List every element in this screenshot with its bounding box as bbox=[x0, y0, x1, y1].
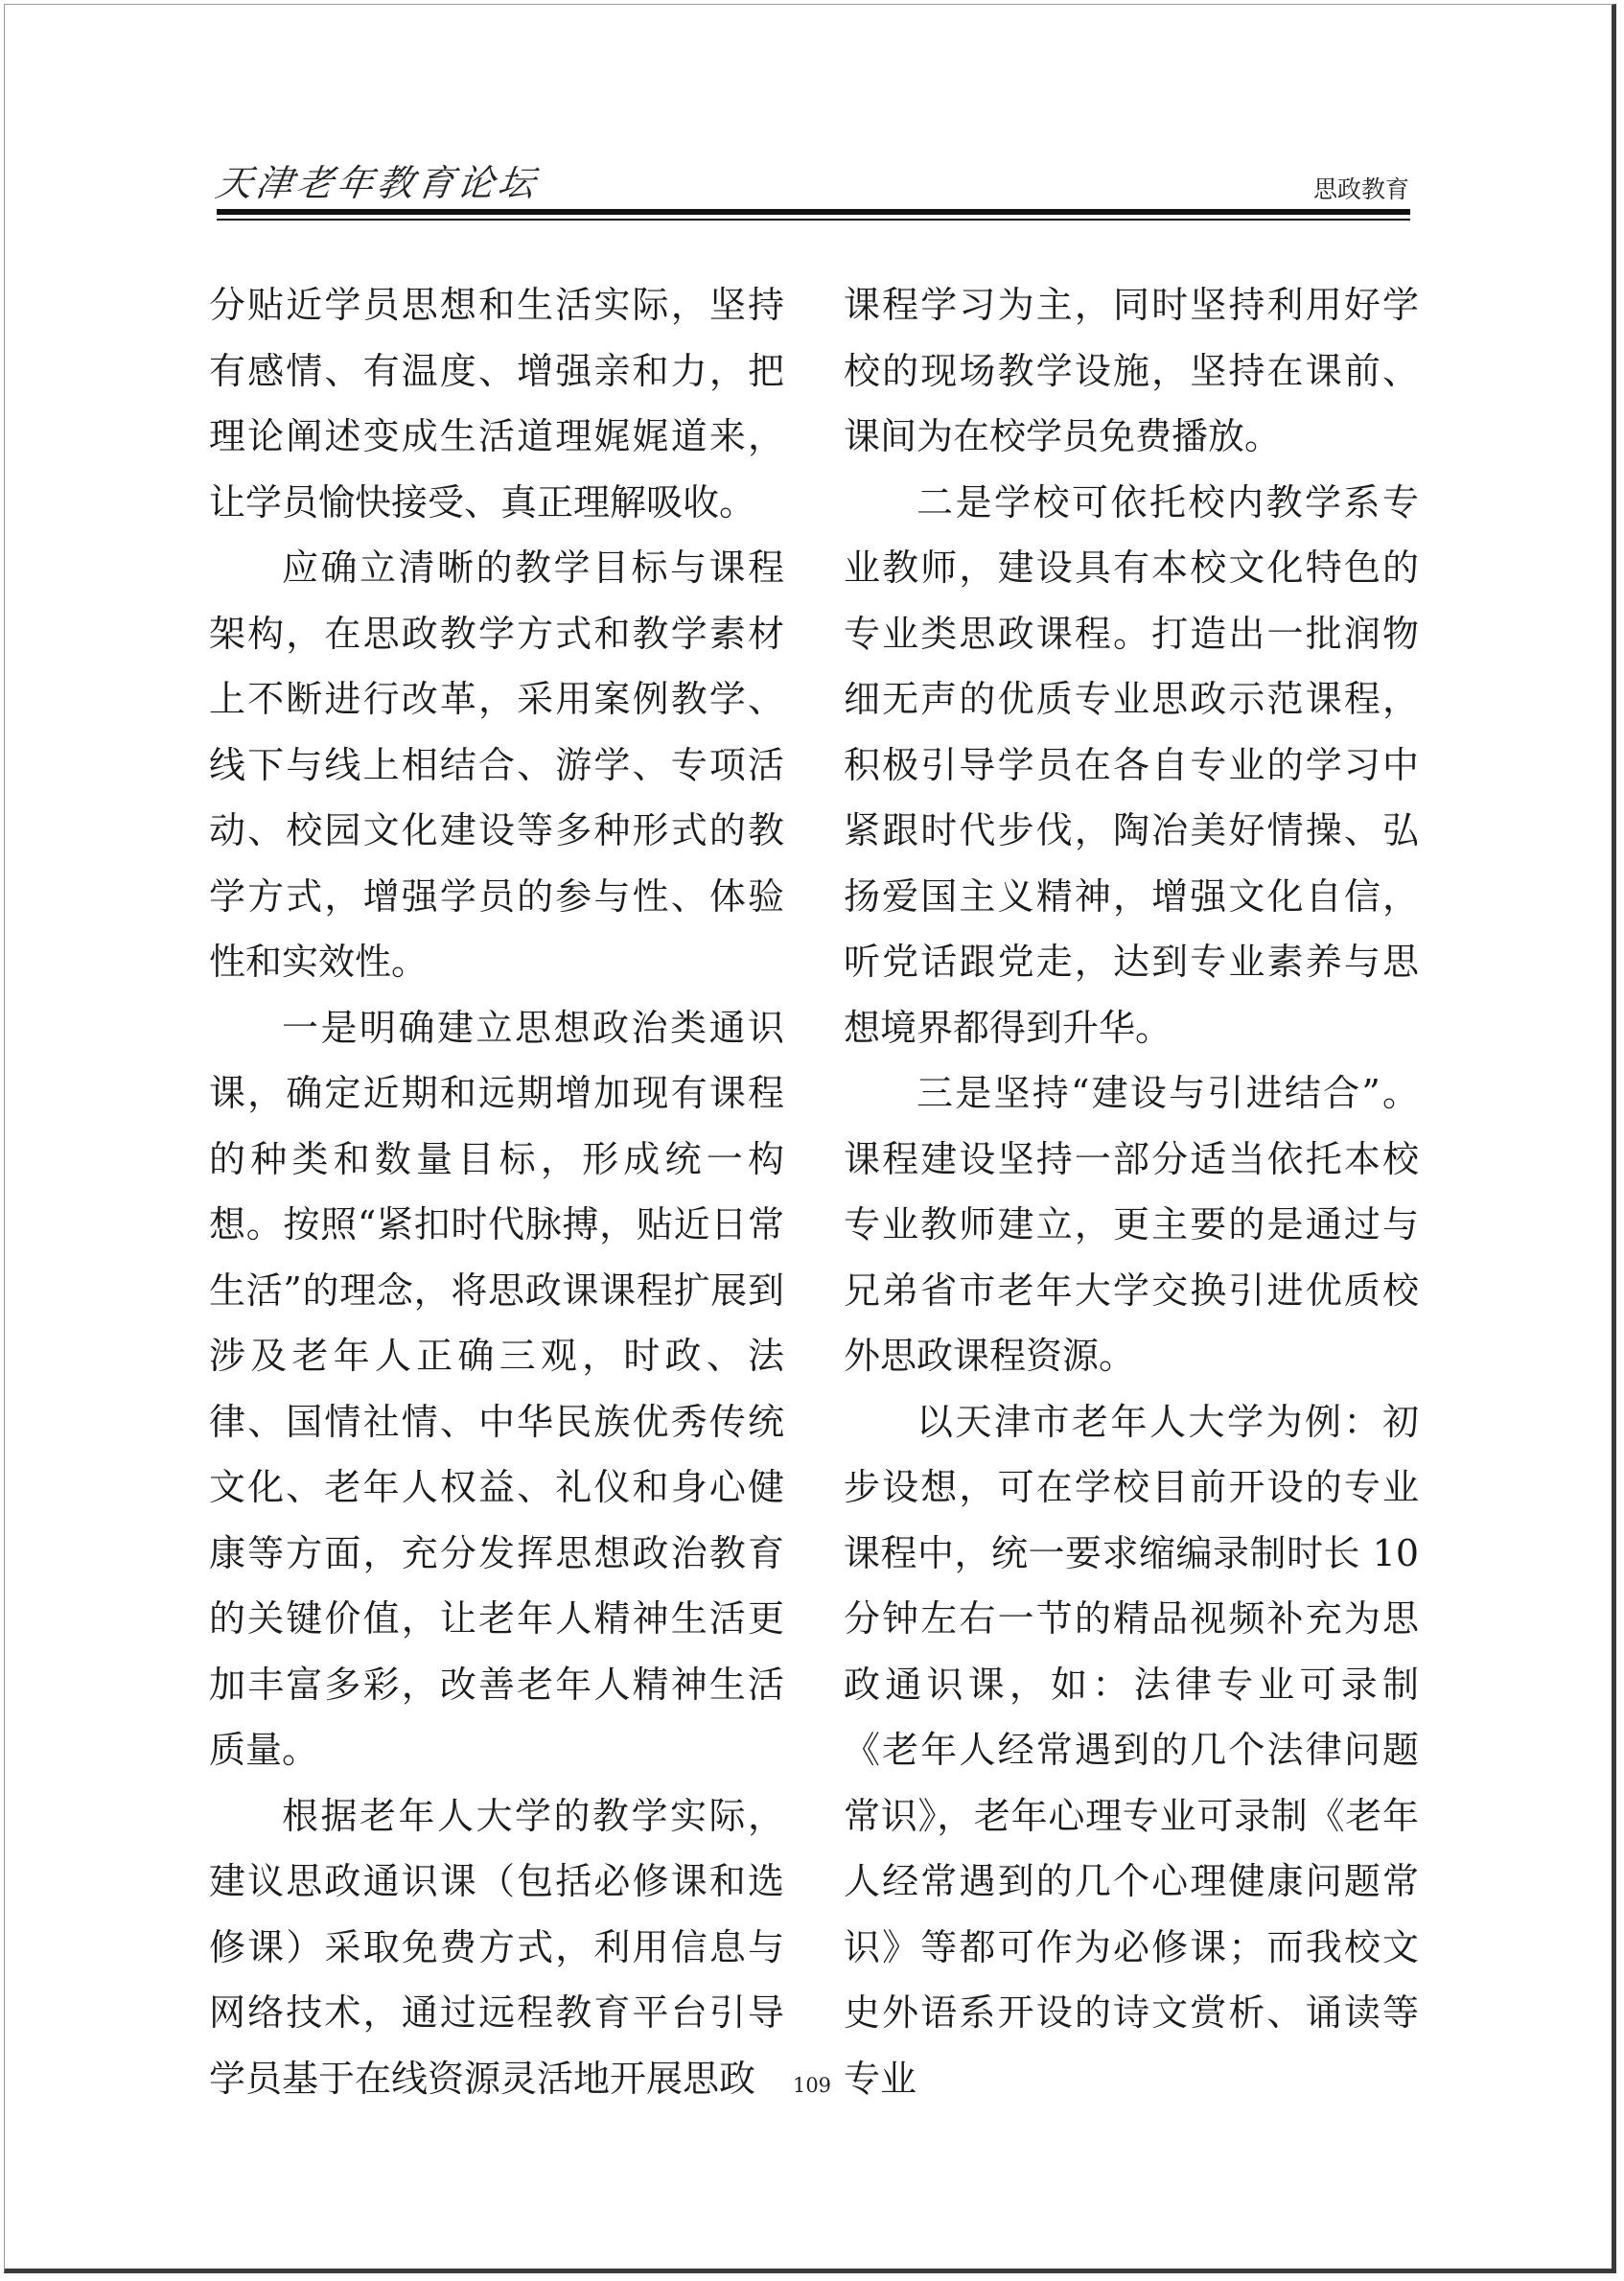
paragraph: 三是坚持“建设与引进结合”。课程建设坚持一部分适当依托本校专业教师建立，更主要的是通过与兄弟省市老年大学交换引进优质校外思政课程资源。 bbox=[844, 1072, 1419, 1377]
header-rule-thin bbox=[217, 219, 1410, 221]
journal-logo: 天津老年教育论坛 bbox=[213, 162, 542, 204]
paragraph: 分贴近学员思想和生活实际，坚持有感情、有温度、增强亲和力，把理论阐述变成生活道理娓娓道来，让学员愉快接受、真正理解吸收。 bbox=[209, 284, 784, 524]
page-number: 109 bbox=[792, 2074, 832, 2097]
left-column bbox=[209, 272, 784, 2111]
paragraph: 根据老年人大学的教学实际，建议思政通识课（包括必修课和选修课）采取免费方式，利用信息与网络技术，通过远程教育平台引导学员基于在线资源灵活地开展思政 bbox=[209, 1794, 784, 2100]
paragraph: 一是明确建立思想政治类通识课，确定近期和远期增加现有课程的种类和数量目标，形成统一构想。按照“紧扣时代脉搏，贴近日常生活”的理念，将思政课课程扩展到涉及老年人正确三观，时政、法律、国情社情、中华民族优秀传统文化、老年人权益、礼仪和身心健康等方面，充分发挥思想政治教育的关键价值，让老年人精神生活更加丰富多彩，改善老年人精神生活质量。 bbox=[209, 1006, 784, 1771]
paragraph: 以天津市老年人大学为例：初步设想，可在学校目前开设的专业课程中，统一要求缩编录制时长 10 分钟左右一节的精品视频补充为思政通识课，如：法律专业可录制《老年人经常遇到的几个法律问题常识》，老年心理专业可录制《老年人经常遇到的几个心理健康问题常识》等都可作为必修课；而我校文史外语系开设的诗文赏析、诵读等专业 bbox=[844, 1400, 1419, 2100]
section-title: 思政教育 bbox=[1312, 175, 1409, 203]
paragraph: 课程学习为主，同时坚持利用好学校的现场教学设施，坚持在课前、课间为在校学员免费播放。 bbox=[844, 284, 1419, 457]
header-rule-thick bbox=[217, 209, 1410, 215]
right-column bbox=[844, 272, 1419, 2111]
paragraph: 二是学校可依托校内教学系专业教师，建设具有本校文化特色的专业类思政课程。打造出一批润物细无声的优质专业思政示范课程，积极引导学员在各自专业的学习中紧跟时代步伐，陶冶美好情操、弘扬爱国主义精神，增强文化自信，听党话跟党走，达到专业素养与思想境界都得到升华。 bbox=[844, 480, 1419, 1049]
paragraph: 应确立清晰的教学目标与课程架构，在思政教学方式和教学素材上不断进行改革，采用案例教学、线下与线上相结合、游学、专项活动、校园文化建设等多种形式的教学方式，增强学员的参与性、体验性和实效性。 bbox=[209, 547, 784, 983]
